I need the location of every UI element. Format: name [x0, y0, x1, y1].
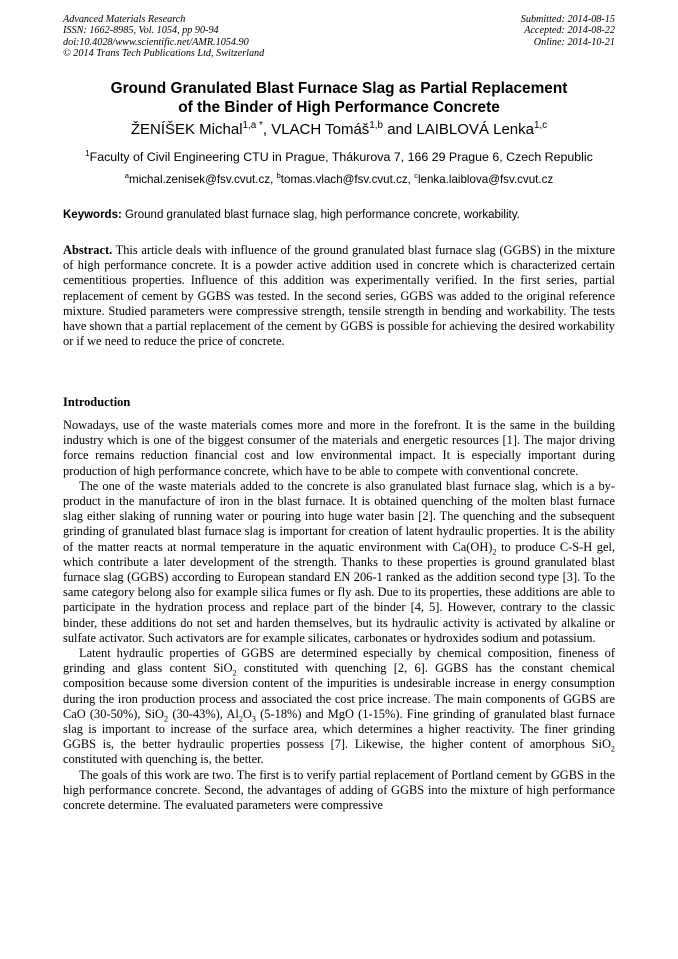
online-date: Online: 2014-10-21 [533, 36, 615, 48]
author-1: ŽENÍŠEK Michal [130, 121, 243, 138]
author-2-affil: 1,b [369, 120, 384, 131]
abstract-text: This article deals with influence of the ground granulated blast furnace slag (GGBS) in the mixture of high performance concrete. It is a powder active addition used in concrete which is characterized certain cementitious properties. Influence of this addition was experimentally verified. In the first series, partial replacement of cement by GGBS was tested. In the second series, GGBS was added to the original reference mixture. Studied parameters were compressive strength, tensile strength in bending and workability. The tests have shown that a partial replacement of the cement by GGBS is possible for achieving the desired workability or if we need to reduce the price of concrete. [63, 243, 615, 349]
subscript: 3 [251, 714, 256, 724]
subscript: 2 [232, 668, 237, 678]
journal-header [63, 14, 264, 60]
introduction-body [63, 418, 615, 813]
affiliation-text: Faculty of Civil Engineering CTU in Prague, Thákurova 7, 166 29 Prague 6, Czech Republic [89, 150, 593, 164]
email-a: michal.zenisek@fsv.cvut.cz, [129, 173, 277, 186]
accepted-date: Accepted: 2014-08-22 [524, 25, 615, 37]
subscript: 2 [238, 714, 243, 724]
submitted-date: Submitted: 2014-08-15 [520, 14, 615, 25]
abstract-label: Abstract. [63, 243, 113, 257]
section-heading-introduction: Introduction [63, 395, 131, 409]
intro-p2-part-a: The one of the waste materials added to the concrete is also granulated blast furnace slag, which is a by-product in the manufacture of iron in the blast furnace. It is obtained quenching of the molten blast furnace slag either slaking of running water or pouring into huge water basin [2]. The quenching and the subsequent grinding of granulated blast furnace slag is important for creation of latent hydraulic properties. It is the ability of the matter reacts at normal temperature in the aquatic environment with Ca(OH) [63, 478, 615, 554]
journal-doi: doi:10.4028/www.scientific.net/AMR.1054.90 [63, 36, 249, 48]
intro-p3-part-e: (5-18%) and MgO (1-15%). Fine grinding of granulated blast furnace slag is important to increase of the surface area, which determines a higher reactivity. The finer grinding GGBS is, the better hydraulic properties possess [7]. Likewise, the higher content of amorphous SiO [63, 706, 615, 752]
email-c: lenka.laiblova@fsv.cvut.cz [417, 173, 554, 186]
title-line-2: of the Binder of High Performance Concrete [178, 99, 500, 116]
author-sep-1: , [262, 121, 272, 138]
email-list [20, 173, 658, 187]
keywords [63, 208, 623, 222]
author-3: LAIBLOVÁ Lenka [416, 121, 534, 138]
intro-paragraph-3 [63, 646, 615, 768]
author-sep-2: and [383, 121, 417, 138]
author-3-affil: 1,c [533, 120, 548, 131]
paper-title [40, 79, 638, 117]
subscript: 2 [492, 547, 497, 557]
keywords-text: Ground granulated blast furnace slag, high performance concrete, workability. [121, 209, 520, 221]
intro-p3-part-b: constituted with quenching [2, 6]. GGBS has the constant chemical composition because some diversion content of the impurities is undesirable increase in energy consumption during the iron production process and associated the cost price increase. The main components of GGBS are CaO (30-50%), SiO [63, 661, 615, 721]
intro-p3-part-d: O [242, 706, 252, 721]
journal-name: Advanced Materials Research [63, 14, 186, 25]
author-2: VLACH Tomáš [271, 121, 370, 138]
intro-p2-part-b: to produce C-S-H gel, which contribute a later development of the strength. Thanks to these properties is ground granulated blast furnace slag (GGBS) according to European standard EN 206-1 ranked as the addition second type [3]. To the same category belong also for example silica fumes or fly ash. Due to its properties, these additions are able to participate in the hydration process and replace part of the binder [4, 5]. However, contrary to the classic binder, these additions do not set and harden themselves, but its hydraulic activity is activated by alkaline or sulfate activator. Such activators are for example silicates, carbonates or hydroxides sodium and potassium. [63, 539, 615, 645]
email-a-marker: a [124, 171, 130, 181]
title-line-1: Ground Granulated Blast Furnace Slag as Partial Replacement [110, 80, 568, 97]
intro-p3-part-c: (30-43%), Al [168, 706, 239, 721]
intro-paragraph-1: Nowadays, use of the waste materials comes more and more in the forefront. It is the same in the building industry which is one of the biggest consumer of the materials and energetic resources [1]. The major driving force remains reduction financial cost and low environmental impact. It is especially important during production of high performance concrete, which have to be able to compete with conventional concrete. [63, 418, 615, 478]
author-1-affil: 1,a * [242, 120, 263, 131]
abstract [63, 243, 615, 349]
affiliation [20, 150, 658, 165]
journal-copyright: © 2014 Trans Tech Publications Ltd, Switzerland [63, 48, 265, 60]
affiliation-marker: 1 [85, 148, 90, 158]
intro-paragraph-2 [63, 479, 615, 646]
author-list [20, 121, 658, 139]
subscript: 2 [164, 714, 169, 724]
email-b: tomas.vlach@fsv.cvut.cz, [280, 173, 415, 186]
journal-issn: ISSN: 1662-8985, Vol. 1054, pp 90-94 [63, 25, 219, 37]
keywords-label: Keywords: [63, 209, 122, 221]
email-c-marker: c [414, 171, 418, 181]
dates-header [521, 14, 615, 48]
subscript: 2 [610, 744, 615, 754]
email-b-marker: b [276, 171, 281, 181]
intro-paragraph-4: The goals of this work are two. The first is to verify partial replacement of Portland cement by GGBS in the high performance concrete. Second, the advantages of adding of GGBS into the mixture of high performance concrete determine. The evaluated parameters were compressive [63, 767, 615, 813]
intro-p3-part-a: Latent hydraulic properties of GGBS are determined especially by chemical composition, fineness of grinding and glass content SiO [63, 646, 615, 676]
intro-p3-part-f: constituted with quenching is, the better. [63, 752, 264, 767]
